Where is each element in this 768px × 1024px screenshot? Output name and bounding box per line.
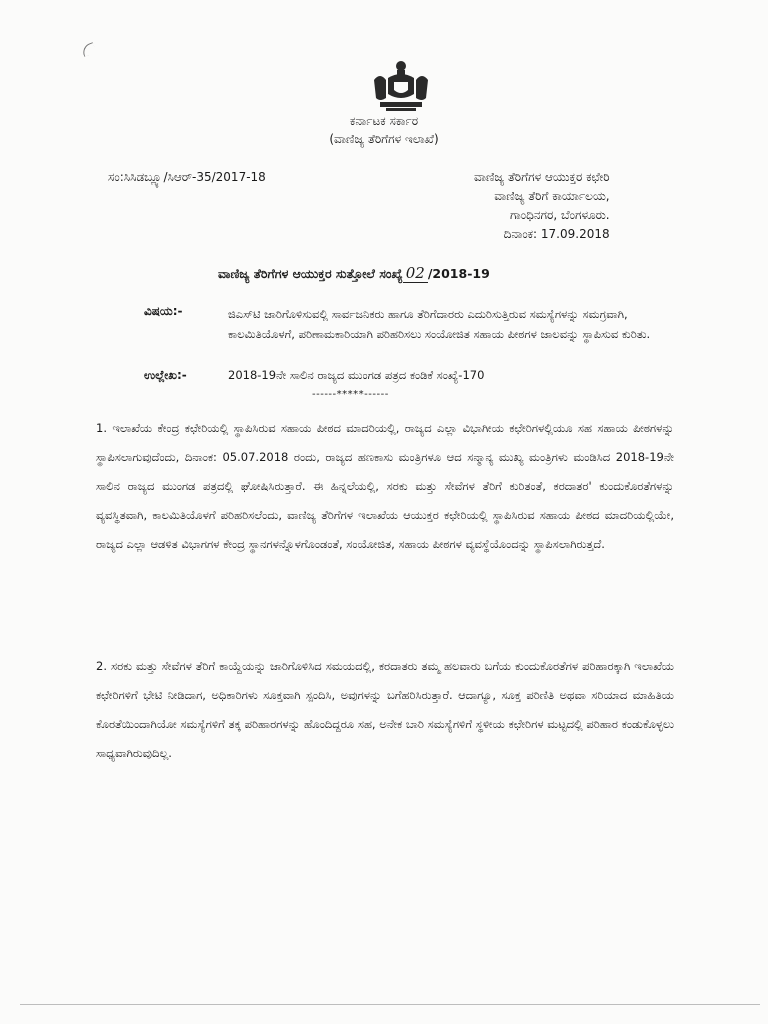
office-line-2: ವಾಣಿಜ್ಯ ತೆರಿಗೆ ಕಾರ್ಯಾಲಯ, — [494, 189, 610, 203]
issue-date: ದಿನಾಂಕ: 17.09.2018 — [503, 227, 610, 241]
subject-label: ವಿಷಯ:- — [144, 304, 183, 318]
paragraph-1: 1. ಇಲಾಖೆಯ ಕೇಂದ್ರ ಕಛೇರಿಯಲ್ಲಿ ಸ್ಥಾಪಿಸಿರುವ ಸಹಾಯ ಪೀಠದ ಮಾದರಿಯಲ್ಲಿ, ರಾಜ್ಯದ ಎಲ್ಲಾ ವಿಭಾಗೀಯ ಕಛೇರಿಗಳಲ್ಲಿಯೂ ಸಹ ಸಹಾಯ ಪೀಠಗಳನ್ನು ಸ್ಥಾಪಿಸಲಾಗುವುದೆಂದು, ದಿನಾಂಕ: 05.07.2018 ರಂದು, ರಾಜ್ಯದ ಹಣಕಾಸು ಮಂತ್ರಿಗಳೂ ಆದ ಸನ್ಮಾನ್ಯ ಮುಖ್ಯ ಮಂತ್ರಿಗಳು ಮಂಡಿಸಿದ 2018-19ನೇ ಸಾಲಿನ ರಾಜ್ಯದ ಮುಂಗಡ ಪತ್ರದಲ್ಲಿ ಘೋಷಿಸಿರುತ್ತಾರೆ. ಈ ಹಿನ್ನಲೆಯಲ್ಲಿ, ಸರಕು ಮತ್ತು ಸೇವೆಗಳ ತೆರಿಗೆ ಕುರಿತಂತೆ, ಕರದಾತರ' ಕುಂದುಕೊರತೆಗಳನ್ನು ವ್ಯವಸ್ಥಿತವಾಗಿ, ಕಾಲಮಿತಿಯೊಳಗೆ ಪರಿಹರಿಸಲೆಂದು, ವಾಣಿಜ್ಯ ತೆರಿಗೆಗಳ ಇಲಾಖೆಯ ಆಯುಕ್ತರ ಕಛೇರಿಯಲ್ಲಿ ಸ್ಥಾಪಿಸಿರುವ ಸಹಾಯ ಪೀಠದ ಮಾದರಿಯಲ್ಲಿಯೇ, ರಾಜ್ಯದ ಎಲ್ಲಾ ಆಡಳಿತ ವಿಭಾಗಗಳ ಕೇಂದ್ರ ಸ್ಥಾನಗಳನ್ನೊಳಗೊಂಡಂತೆ, ಸಂಯೋಜಿತ, ಸಹಾಯ ಪೀಠಗಳ ವ್ಯವಸ್ಥೆಯೊಂದನ್ನು ಸ್ಥಾಪಿಸಲಾಗಿರುತ್ತದೆ. — [96, 421, 674, 551]
reference-text: 2018-19ನೇ ಸಾಲಿನ ರಾಜ್ಯದ ಮುಂಗಡ ಪತ್ರದ ಕಂಡಿಕೆ ಸಂಖ್ಯೆ-170 — [228, 368, 485, 382]
office-line-3: ಗಾಂಧಿನಗರ, ಬೆಂಗಳೂರು. — [510, 208, 610, 222]
subject-text: ಜಿಎಸ್‌ಟಿ ಜಾರಿಗೊಳಿಸುವಲ್ಲಿ ಸಾರ್ವಜನಿಕರು ಹಾಗೂ ತೆರಿಗೆದಾರರು ಎದುರಿಸುತ್ತಿರುವ ಸಮಸ್ಯೆಗಳನ್ನು ಸಮಗ್ರವಾಗಿ, ಕಾಲಮಿತಿಯೊಳಗೆ, ಪರಿಣಾಮಕಾರಿಯಾಗಿ ಪರಿಹರಿಸಲು ಸಂಯೋಜಿತ ಸಹಾಯ ಪೀಠಗಳ ಜಾಲವನ್ನು ಸ್ಥಾಪಿಸುವ ಕುರಿತು. — [228, 307, 651, 341]
reference-number: ಸಂ:ಸಿಸಿಡಬ್ಲ್ಯೂ/ಸಿಆರ್-35/2017-18 — [108, 170, 266, 184]
section-divider: ------*****------ — [312, 389, 389, 400]
office-address — [474, 168, 610, 244]
paragraph-2: 2. ಸರಕು ಮತ್ತು ಸೇವೆಗಳ ತೆರಿಗೆ ಕಾಯ್ದೆಯನ್ನು ಜಾರಿಗೊಳಿಸಿದ ಸಮಯದಲ್ಲಿ, ಕರದಾತರು ತಮ್ಮ ಹಲವಾರು ಬಗೆಯ ಕುಂದುಕೊರತೆಗಳ ಪರಿಹಾರಕ್ಕಾಗಿ ಇಲಾಖೆಯ ಕಛೇರಿಗಳಿಗೆ ಭೇಟಿ ನೀಡಿದಾಗ, ಅಧಿಕಾರಿಗಳು ಸೂಕ್ತವಾಗಿ ಸ್ಪಂದಿಸಿ, ಅವುಗಳನ್ನು ಬಗೆಹರಿಸಿರುತ್ತಾರೆ. ಆದಾಗ್ಯೂ, ಸೂಕ್ತ ಪರಿಣಿತಿ ಅಥವಾ ಸರಿಯಾದ ಮಾಹಿತಿಯ ಕೊರತೆಯಿಂದಾಗಿಯೋ ಸಮಸ್ಯೆಗಳಿಗೆ ತಕ್ಕ ಪರಿಹಾರಗಳನ್ನು ಹೊಂದಿದ್ದರೂ ಸಹ, ಅನೇಕ ಬಾರಿ ಸಮಸ್ಯೆಗಳಿಗೆ ಸ್ಥಳೀಯ ಕಛೇರಿಗಳ ಮಟ್ಟದಲ್ಲಿ ಪರಿಹಾರ ಕಂಡುಕೊಳ್ಳಲು ಸಾಧ್ಯವಾಗಿರುವುದಿಲ್ಲ. — [96, 659, 674, 760]
page-bottom-rule — [20, 1004, 760, 1005]
scan-mark — [81, 42, 97, 57]
state-emblem-icon — [370, 58, 432, 114]
reference-label: ಉಲ್ಲೇಖ:- — [144, 368, 187, 382]
office-line-1: ವಾಣಿಜ್ಯ ತೆರಿಗೆಗಳ ಆಯುಕ್ತರ ಕಛೇರಿ — [474, 170, 610, 184]
circular-number: 02 — [403, 264, 428, 283]
department-name: (ವಾಣಿಜ್ಯ ತೆರಿಗೆಗಳ ಇಲಾಖೆ) — [329, 132, 439, 146]
circular-title-prefix: ವಾಣಿಜ್ಯ ತೆರಿಗೆಗಳ ಆಯುಕ್ತರ ಸುತ್ತೋಲೆ ಸಂಖ್ಯೆ — [218, 266, 403, 281]
circular-title — [218, 264, 490, 282]
circular-title-suffix: /2018-19 — [427, 266, 490, 281]
government-name: ಕರ್ನಾಟಕ ಸರ್ಕಾರ — [349, 114, 419, 128]
